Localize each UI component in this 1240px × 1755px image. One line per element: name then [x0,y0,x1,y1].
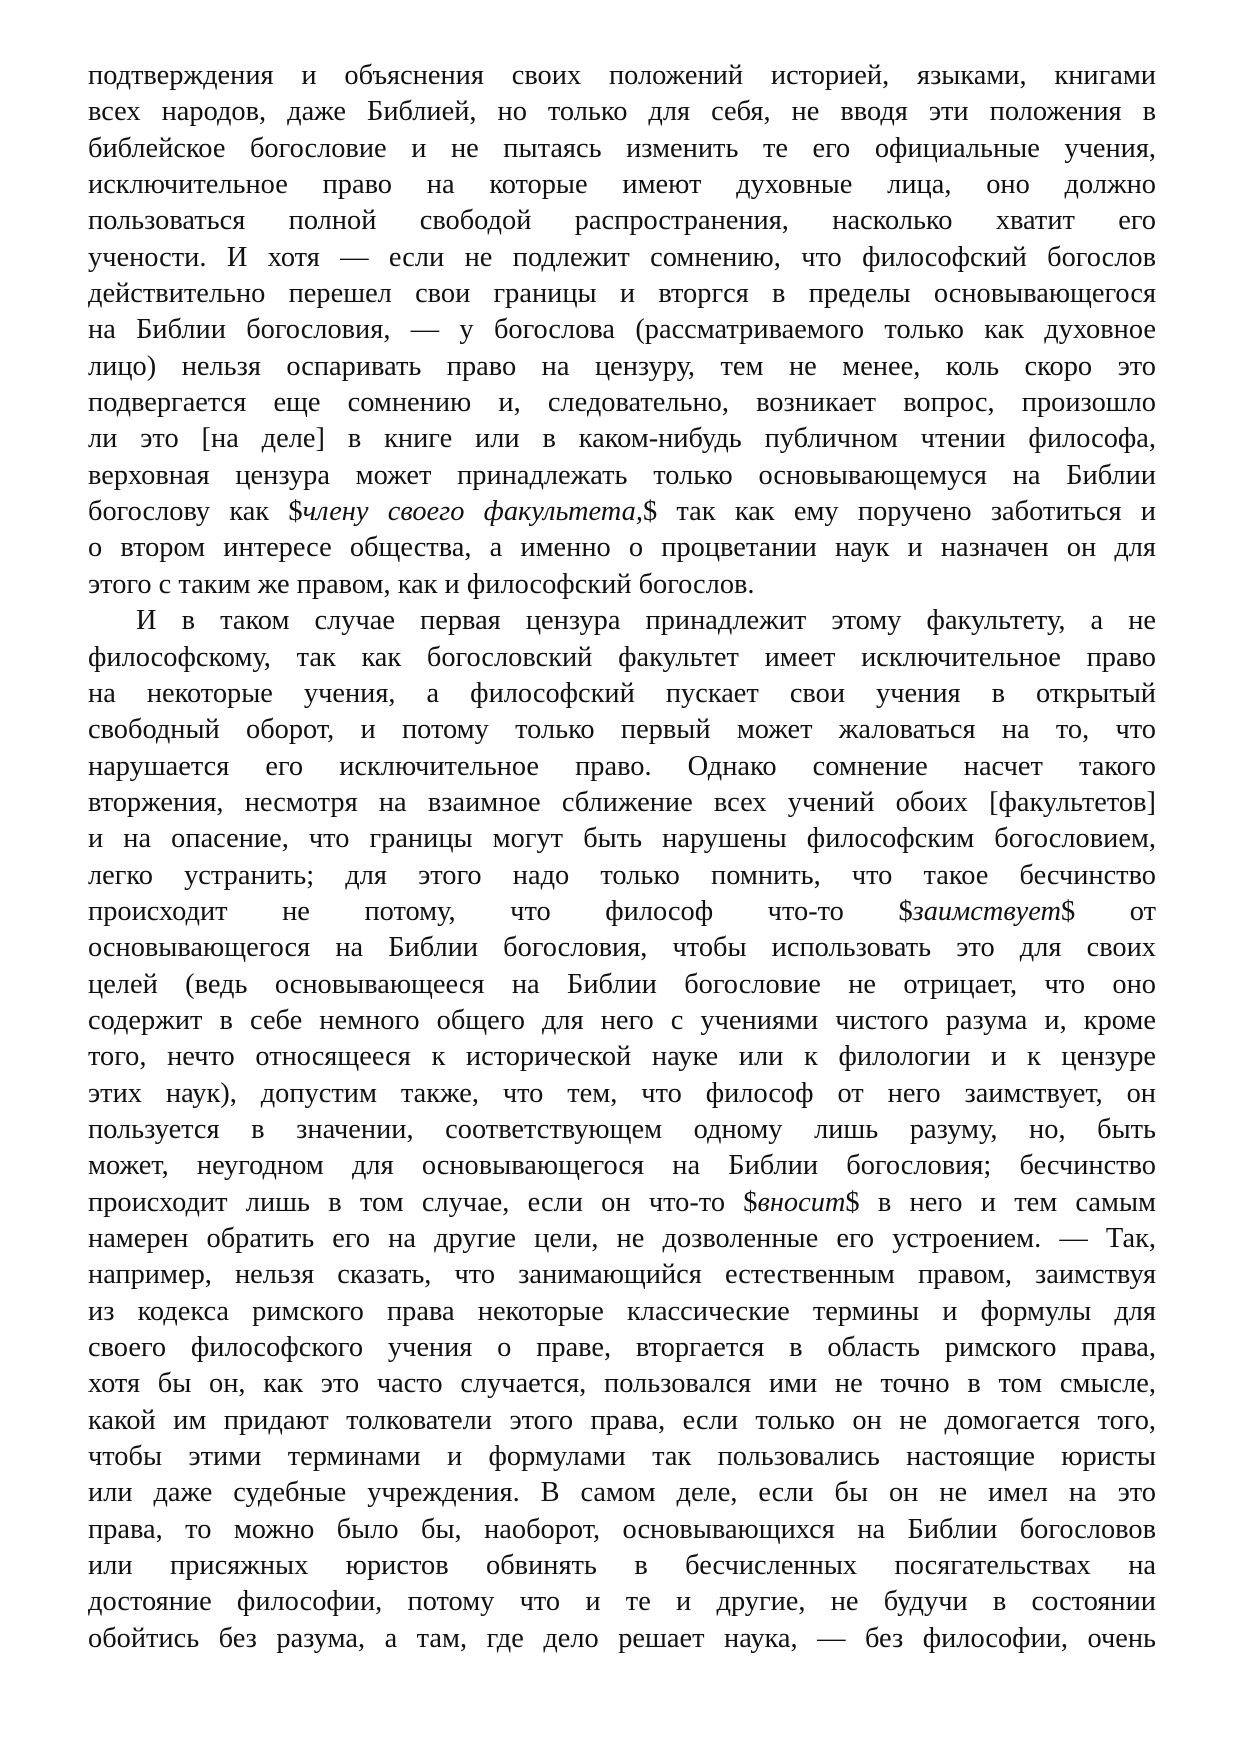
text-line: нарушается его исключительное право. Однако сомнение насчет такого [88,750,1156,782]
text-line: происходит не потому, что философ что-то $заимствует$ от [88,895,1156,927]
text-line: легко устранить; для этого надо только помнить, что такое бесчинство [88,859,1156,891]
text-line: действительно перешел свои границы и вторгся в пределы основывающегося [88,278,1156,310]
text-line: философскому, так как богословский факультет имеет исключительное право [88,641,1156,673]
text-line: этих наук), допустим также, что тем, что философ от него заимствует, он [88,1077,1156,1109]
text-line: подтверждения и объяснения своих положений историей, языками, книгами [88,60,1156,91]
text-line: о втором интересе общества, а именно о процветании наук и назначен он для [88,532,1156,564]
text-line: какой им придают толкователи этого права, если только он не домогается того, [88,1404,1156,1436]
text-line: например, нельзя сказать, что занимающийся естественным правом, заимствуя [88,1259,1156,1291]
text-line: библейское богословие и не пытаясь изменить те его официальные учения, [88,132,1156,164]
text-line: верховная цензура может принадлежать только основывающемуся на Библии [88,459,1156,491]
text-line: своего философского учения о праве, вторгается в область римского права, [88,1332,1156,1364]
text-line: хотя бы он, как это часто случается, пользовался ими не точно в том смысле, [88,1368,1156,1400]
text-line: И в таком случае первая цензура принадлежит этому факультету, а не [136,605,1156,637]
text-line: содержит в себе немного общего для него с учениями чистого разума и, кроме [88,1004,1156,1036]
text-line: права, то можно было бы, наоборот, основывающихся на Библии богословов [88,1513,1156,1545]
text-line: чтобы этими терминами и формулами так пользовались настоящие юристы [88,1441,1156,1473]
text-line: этого с таким же правом, как и философский богослов. [88,568,755,600]
text-line: или даже судебные учреждения. В самом деле, если бы он не имел на это [88,1477,1156,1509]
text-line: богослову как $члену своего факультета,$ так как ему поручено заботиться и [88,496,1157,528]
text-line: или присяжных юристов обвинять в бесчисленных посягательствах на [88,1550,1156,1582]
italic-phrase: вносит [757,1186,846,1218]
text-line: из кодекса римского права некоторые классические термины и формулы для [88,1295,1156,1327]
text-line: намерен обратить его на другие цели, не дозволенные его устроением. — Так, [88,1223,1156,1254]
text-line: всех народов, даже Библией, но только для себя, не вводя эти положения в [88,96,1156,128]
text-line: свободный оборот, и потому только первый может жаловаться на то, что [88,714,1156,746]
italic-phrase: члену своего факультета, [302,496,643,528]
italic-phrase: заимствует [912,895,1061,927]
text-line: происходит лишь в том случае, если он что-то $вносит$ в него и тем самым [88,1186,1156,1218]
text-line: на некоторые учения, а философский пускает свои учения в открытый [88,677,1156,709]
text-line: подвергается еще сомнению и, следовательно, возникает вопрос, произошло [88,387,1156,419]
text-line: учености. И хотя — если не подлежит сомнению, что философский богослов [88,241,1156,273]
text-line: того, нечто относящееся к исторической науке или к филологии и к цензуре [88,1041,1156,1073]
text-line: может, неугодном для основывающегося на Библии богословия; бесчинство [88,1150,1156,1182]
text-line: пользуется в значении, соответствующем одному лишь разуму, но, быть [88,1113,1156,1145]
text-line: достояние философии, потому что и те и другие, не будучи в состоянии [88,1586,1156,1618]
text-line: основывающегося на Библии богословия, чтобы использовать это для своих [88,932,1156,964]
text-line: на Библии богословия, — у богослова (рассматриваемого только как духовное [88,314,1156,346]
text-line: лицо) нельзя оспаривать право на цензуру, тем не менее, коль скоро это [88,350,1156,382]
paragraph-1 [88,58,1156,603]
paragraph-2 [88,603,1156,1657]
text-line: вторжения, несмотря на взаимное сближение всех учений обоих [факультетов] [88,786,1156,818]
document-page [88,58,1156,1657]
text-line: исключительное право на которые имеют духовные лица, оно должно [88,169,1156,201]
text-line: ли это [на деле] в книге или в каком-нибудь публичном чтении философа, [88,423,1156,455]
text-line: и на опасение, что границы могут быть нарушены философским богословием, [88,823,1156,855]
text-line: обойтись без разума, а там, где дело решает наука, — без философии, очень [88,1622,1156,1654]
text-line: пользоваться полной свободой распространения, насколько хватит его [88,205,1156,237]
text-line: целей (ведь основывающееся на Библии богословие не отрицает, что оно [88,968,1156,1000]
